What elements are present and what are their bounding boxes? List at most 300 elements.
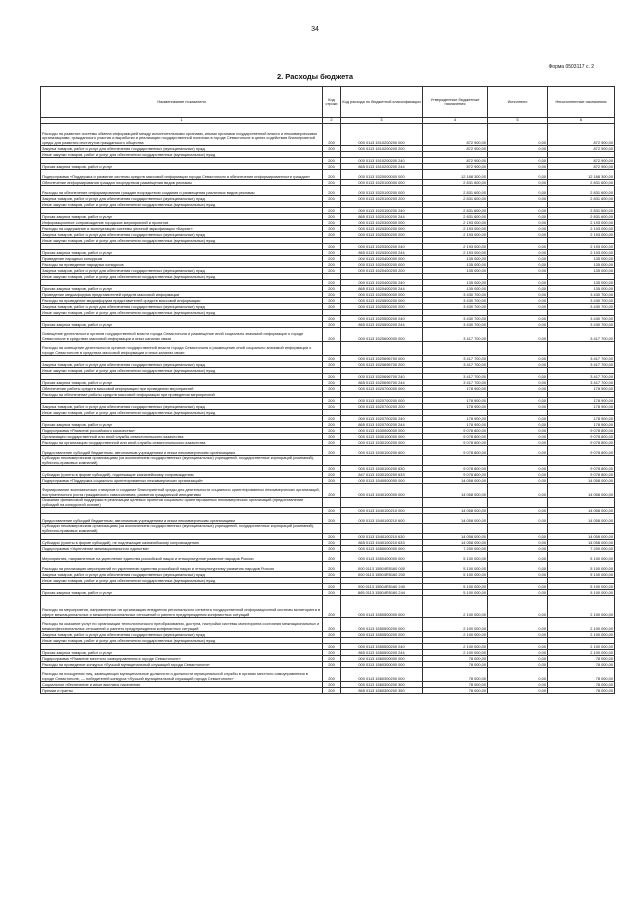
row-name: Иные закупки товаров, работ и услуг для обеспечения государственных (муниципальных) нужд: [41, 238, 323, 244]
row-executed: [488, 456, 548, 466]
row-line-code: 200: [323, 244, 341, 250]
row-approved: 872 900,00: [423, 158, 488, 164]
row-approved: 178 900,00: [423, 416, 488, 422]
row-kbk: 000 0113 1520300200 200: [341, 232, 423, 238]
row-approved: 78 000,00: [423, 656, 488, 662]
row-line-code: 200: [323, 286, 341, 292]
row-executed: 0,00: [488, 562, 548, 572]
row-name: Иные закупки товаров, работ и услуг для обеспечения государственных (муниципальных) нужд: [41, 274, 323, 280]
row-line-code: 200: [323, 540, 341, 546]
row-unexecuted: 14 058 000,00: [548, 534, 615, 540]
row-line-code: 200: [323, 668, 341, 682]
row-kbk: 000 0113 1520500200 000: [341, 298, 423, 304]
row-unexecuted: 2 100 000,00: [548, 644, 615, 650]
row-kbk: 865 0113 1520100200 244: [341, 214, 423, 220]
header-line-code: Код строки: [323, 87, 341, 118]
row-line-code: 200: [323, 434, 341, 440]
row-line-code: 200: [323, 596, 341, 618]
row-name: Проведение народных конкурсов: [41, 256, 323, 262]
row-line-code: 200: [323, 280, 341, 286]
row-unexecuted: 2 193 000,00: [548, 244, 615, 250]
row-executed: 0,00: [488, 262, 548, 268]
row-name: Расходы на проведение конкурса «Лучший муниципальный служащий города Севастополя»: [41, 662, 323, 668]
row-executed: 0,00: [488, 362, 548, 368]
row-approved: 2 193 000,00: [423, 232, 488, 238]
row-line-code: 200: [323, 328, 341, 342]
col-number: 6: [548, 118, 615, 124]
row-approved: 9 078 800,00: [423, 466, 488, 472]
row-approved: 3 417 700,00: [423, 356, 488, 362]
row-line-code: 200: [323, 386, 341, 392]
row-unexecuted: 9 078 800,00: [548, 472, 615, 478]
row-approved: 135 000,00: [423, 286, 488, 292]
row-kbk: 000 0113 1550500200 240: [341, 644, 423, 650]
row-name: Иные закупки товаров, работ и услуг для обеспечения государственных (муниципальных) нужд: [41, 152, 323, 158]
row-name: Информационное сопровождение городских мероприятий и проектов: [41, 220, 323, 226]
row-kbk: 000 0113 1520400200 200: [341, 268, 423, 274]
row-kbk: 000 0113 1520100200 200: [341, 196, 423, 202]
row-line-code: 200: [323, 170, 341, 180]
row-name: Премии и гранты: [41, 688, 323, 694]
row-approved: 872 900,00: [423, 164, 488, 170]
row-approved: [423, 524, 488, 534]
row-executed: 0,00: [488, 186, 548, 196]
budget-expenses-table: [40, 86, 615, 694]
row-approved: 3 430 700,00: [423, 298, 488, 304]
row-line-code: 200: [323, 484, 341, 498]
row-executed: 0,00: [488, 244, 548, 250]
row-name: Закупка товаров, работ и услуг для обеспечения государственных (муниципальных) нужд: [41, 232, 323, 238]
row-approved: 3 430 700,00: [423, 292, 488, 298]
row-name: Закупка товаров, работ и услуг для обеспечения государственных (муниципальных) нужд: [41, 362, 323, 368]
row-kbk: 865 0113 1520500200 244: [341, 322, 423, 328]
row-line-code: 200: [323, 416, 341, 422]
row-kbk: 865 0113 1520300200 244: [341, 250, 423, 256]
row-approved: [423, 342, 488, 356]
table-row: [41, 562, 615, 572]
row-approved: 3 417 700,00: [423, 374, 488, 380]
row-line-code: 200: [323, 374, 341, 380]
row-kbk: 000 0113 1520300200 000: [341, 226, 423, 232]
row-unexecuted: 3 430 700,00: [548, 304, 615, 310]
row-name: Подпрограмма «Укрепление межнационального единства»: [41, 546, 323, 552]
row-name: Иные закупки товаров, работ и услуг для обеспечения государственных (муниципальных) нужд: [41, 368, 323, 374]
row-kbk: 000 0113 1520100200 000: [341, 186, 423, 196]
row-unexecuted: 78 000,00: [548, 688, 615, 694]
row-kbk: 865 0113 1520700200 244: [341, 422, 423, 428]
row-unexecuted: 2 831 600,00: [548, 214, 615, 220]
row-unexecuted: [548, 342, 615, 356]
row-executed: 0,00: [488, 164, 548, 170]
row-line-code: 200: [323, 404, 341, 410]
row-approved: 78 000,00: [423, 668, 488, 682]
row-line-code: 200: [323, 268, 341, 274]
row-unexecuted: 2 100 000,00: [548, 632, 615, 638]
row-line-code: 200: [323, 398, 341, 404]
row-executed: 0,00: [488, 596, 548, 618]
row-approved: 2 831 600,00: [423, 180, 488, 186]
row-executed: 0,00: [488, 380, 548, 386]
row-kbk: 000 0113 1520500200 240: [341, 316, 423, 322]
row-approved: 9 078 800,00: [423, 472, 488, 478]
row-unexecuted: 14 058 000,00: [548, 508, 615, 514]
table-row: [41, 668, 615, 682]
table-row: [41, 618, 615, 632]
row-approved: 178 900,00: [423, 422, 488, 428]
row-executed: 0,00: [488, 434, 548, 440]
table-header-row: [41, 87, 615, 118]
row-unexecuted: 178 900,00: [548, 386, 615, 392]
row-kbk: 000 0113 1560300000 000: [341, 662, 423, 668]
row-executed: 0,00: [488, 398, 548, 404]
row-name: Расходы на содержание и эксплуатацию системы уличной звукофикации «Бархат»: [41, 226, 323, 232]
row-kbk: 000 0113 1520700200 200: [341, 404, 423, 410]
row-approved: 12 188 300,00: [423, 170, 488, 180]
table-row: [41, 688, 615, 694]
row-name: Подпрограмма «Поддержка социально ориентированных некоммерческих организаций»: [41, 478, 323, 484]
row-kbk: 000 0113 1540100210 630: [341, 534, 423, 540]
row-name: Расходы на оказание услуг по организации технологического преобразования, доступа, настройки системы мониторинга состояния межнациональных и межконфессиональных отношений и раннего предупреждения конфликтных ситуаций: [41, 618, 323, 632]
row-approved: [423, 498, 488, 508]
table-body: [41, 124, 615, 694]
row-kbk: 000 0113 1550500000 000: [341, 596, 423, 618]
row-name: Прочая закупка товаров, работ и услуг: [41, 250, 323, 256]
row-executed: [488, 342, 548, 356]
row-line-code: 200: [323, 298, 341, 304]
row-approved: 3 417 700,00: [423, 362, 488, 368]
row-kbk: 000 0113 1520100200 240: [341, 208, 423, 214]
row-name: Мероприятия, направленные на укрепление единства российской нации и этнокультурное развитие народов России: [41, 552, 323, 562]
row-executed: 0,00: [488, 268, 548, 274]
row-executed: 0,00: [488, 146, 548, 152]
row-kbk: 000 0113 1520300200 240: [341, 244, 423, 250]
row-unexecuted: 178 900,00: [548, 404, 615, 410]
row-line-code: 200: [323, 208, 341, 214]
row-line-code: 200: [323, 146, 341, 152]
row-approved: 14 058 000,00: [423, 478, 488, 484]
table-row: [41, 524, 615, 534]
col-number: 2: [323, 118, 341, 124]
row-line-code: 200: [323, 262, 341, 268]
row-line-code: 200: [323, 618, 341, 632]
row-approved: 135 000,00: [423, 268, 488, 274]
row-line-code: 200: [323, 196, 341, 202]
row-executed: 0,00: [488, 466, 548, 472]
row-unexecuted: 2 831 600,00: [548, 180, 615, 186]
row-name: Иные закупки товаров, работ и услуг для обеспечения государственных (муниципальных) нужд: [41, 310, 323, 316]
row-kbk: 865 0113 1520400200 244: [341, 286, 423, 292]
row-unexecuted: 9 078 800,00: [548, 440, 615, 446]
row-executed: 0,00: [488, 180, 548, 186]
row-line-code: 200: [323, 356, 341, 362]
row-kbk: 000 0113 1540100210 600: [341, 514, 423, 524]
row-kbk: 000 0113 1530100000 000: [341, 434, 423, 440]
row-name: Предоставление субсидий бюджетным, автономным учреждениям и иным некоммерческим организациям: [41, 514, 323, 524]
row-line-code: 200: [323, 650, 341, 656]
row-approved: 2 100 000,00: [423, 632, 488, 638]
row-executed: 0,00: [488, 682, 548, 688]
row-unexecuted: 3 430 700,00: [548, 316, 615, 322]
budget-expenses-table-container: [40, 86, 614, 694]
row-executed: 0,00: [488, 662, 548, 668]
row-approved: 78 000,00: [423, 682, 488, 688]
row-line-code: 200: [323, 180, 341, 186]
row-approved: 3 417 700,00: [423, 380, 488, 386]
row-kbk: 000 0113 1520000000 000: [341, 170, 423, 180]
row-kbk: 847 0113 1530100200 633: [341, 472, 423, 478]
row-kbk: 000 0113 1560300200 300: [341, 682, 423, 688]
table-row: [41, 456, 615, 466]
row-line-code: 200: [323, 250, 341, 256]
table-row: [41, 342, 615, 356]
row-kbk: [341, 342, 423, 356]
header-unexecuted: Неисполненные назначения: [548, 87, 615, 118]
row-kbk: 000 0113 15504R5160 000: [341, 562, 423, 572]
row-name: Прочая закупка товаров, работ и услуг: [41, 214, 323, 220]
row-executed: 0,00: [488, 304, 548, 310]
row-name: Закупка товаров, работ и услуг для обеспечения государственных (муниципальных) нужд: [41, 404, 323, 410]
row-approved: 135 000,00: [423, 256, 488, 262]
row-executed: 0,00: [488, 208, 548, 214]
table-row: [41, 186, 615, 196]
row-executed: 0,00: [488, 422, 548, 428]
table-row: [41, 484, 615, 498]
row-kbk: 865 0113 1510200200 244: [341, 164, 423, 170]
row-executed: 0,00: [488, 416, 548, 422]
row-unexecuted: 872 900,00: [548, 164, 615, 170]
row-unexecuted: 2 193 000,00: [548, 250, 615, 256]
row-unexecuted: 5 100 000,00: [548, 552, 615, 562]
row-name: Расходы на освещение деятельности органов государственной власти города Севастополя и размещение иной социально значимой информации о городе Севастополе в средствах массовой информации и иных каналах связи: [41, 342, 323, 356]
row-kbk: 865 0113 1520696700 244: [341, 380, 423, 386]
form-code: Форма 0503117 с. 2: [548, 64, 594, 70]
row-name: Расходы на обеспечение информирования граждан посредством создания и размещения различных видов рекламы: [41, 186, 323, 196]
row-unexecuted: 78 000,00: [548, 682, 615, 688]
row-name: Социальное обеспечение и иные выплаты населению: [41, 682, 323, 688]
row-approved: 2 831 600,00: [423, 214, 488, 220]
row-approved: 2 100 000,00: [423, 618, 488, 632]
row-approved: 14 058 000,00: [423, 540, 488, 546]
row-executed: 0,00: [488, 196, 548, 202]
row-name: Прочая закупка товаров, работ и услуг: [41, 650, 323, 656]
row-unexecuted: 135 000,00: [548, 256, 615, 262]
row-approved: 14 058 000,00: [423, 508, 488, 514]
row-line-code: 200: [323, 380, 341, 386]
row-line-code: 200: [323, 232, 341, 238]
row-unexecuted: 3 430 700,00: [548, 298, 615, 304]
row-line-code: 200: [323, 688, 341, 694]
header-executed: Исполнено: [488, 87, 548, 118]
row-executed: 0,00: [488, 572, 548, 578]
row-executed: [488, 524, 548, 534]
row-name: Закупка товаров, работ и услуг для обеспечения государственных (муниципальных) нужд: [41, 304, 323, 310]
row-line-code: 200: [323, 508, 341, 514]
row-line-code: 200: [323, 478, 341, 484]
row-unexecuted: 2 831 600,00: [548, 196, 615, 202]
page-number: 34: [311, 26, 319, 33]
row-line-code: 200: [323, 546, 341, 552]
row-name: Субсидии некоммерческим организациям (за исключением государственных (муниципальных) учреждений, государственных корпораций (компаний), публично-правовых компаний): [41, 524, 323, 534]
row-unexecuted: 3 417 700,00: [548, 362, 615, 368]
row-name: Обеспечение работы средств массовой информации при проведении мероприятий: [41, 386, 323, 392]
row-executed: 0,00: [488, 124, 548, 146]
row-executed: 0,00: [488, 374, 548, 380]
row-approved: 2 193 000,00: [423, 250, 488, 256]
row-name: Организация государственной или иной службы севастопольского казачества: [41, 434, 323, 440]
row-name: Расходы на поощрения лиц, замещающих муниципальные должности и должности муниципальной службы в органах местного самоуправления в городе Севастополе, — победителей конкурса «Лучший муниципальный служащий города Севастополя»: [41, 668, 323, 682]
row-kbk: 865 0113 1560300200 350: [341, 688, 423, 694]
row-kbk: 000 0113 1520300000 000: [341, 220, 423, 226]
row-name: Прочая закупка товаров, работ и услуг: [41, 590, 323, 596]
row-unexecuted: 5 100 000,00: [548, 590, 615, 596]
row-name: Закупка товаров, работ и услуг для обеспечения государственных (муниципальных) нужд: [41, 572, 323, 578]
row-name: Оказание финансовой поддержки в реализации целевых проектов социально ориентированных некоммерческих организаций (предоставление субсидий на конкурсной основе): [41, 498, 323, 508]
row-kbk: 000 0113 1520400000 000: [341, 256, 423, 262]
row-line-code: 200: [323, 466, 341, 472]
row-line-code: 200: [323, 316, 341, 322]
row-executed: 0,00: [488, 322, 548, 328]
row-unexecuted: 872 900,00: [548, 124, 615, 146]
row-name: Закупка товаров, работ и услуг для обеспечения государственных (муниципальных) нужд: [41, 632, 323, 638]
row-kbk: 000 0113 1540100210 000: [341, 508, 423, 514]
row-executed: 0,00: [488, 232, 548, 238]
row-approved: 3 430 700,00: [423, 304, 488, 310]
col-number: 4: [423, 118, 488, 124]
row-name: Прочая закупка товаров, работ и услуг: [41, 322, 323, 328]
row-name: Иные закупки товаров, работ и услуг для обеспечения государственных (муниципальных) нужд: [41, 578, 323, 584]
row-kbk: 000 0113 1510200200 240: [341, 158, 423, 164]
row-unexecuted: [548, 524, 615, 534]
row-line-code: 200: [323, 322, 341, 328]
row-unexecuted: 5 100 000,00: [548, 572, 615, 578]
row-line-code: [323, 456, 341, 466]
row-executed: 0,00: [488, 356, 548, 362]
row-unexecuted: 2 193 000,00: [548, 232, 615, 238]
row-approved: 2 100 000,00: [423, 596, 488, 618]
row-name: Подпрограмма «Развитие местного самоуправления в городе Севастополе»: [41, 656, 323, 662]
row-executed: 0,00: [488, 220, 548, 226]
table-row: [41, 124, 615, 146]
row-unexecuted: 12 188 300,00: [548, 170, 615, 180]
row-executed: 0,00: [488, 280, 548, 286]
table-row: [41, 596, 615, 618]
row-name: Расходы на проведение народных конкурсов: [41, 262, 323, 268]
row-kbk: 000 0113 15504R5160 240: [341, 584, 423, 590]
row-line-code: 200: [323, 124, 341, 146]
row-line-code: 200: [323, 656, 341, 662]
row-executed: 0,00: [488, 632, 548, 638]
row-approved: 9 078 800,00: [423, 434, 488, 440]
row-executed: 0,00: [488, 514, 548, 524]
row-executed: 0,00: [488, 650, 548, 656]
row-unexecuted: 9 078 800,00: [548, 428, 615, 434]
row-approved: 2 193 000,00: [423, 220, 488, 226]
row-unexecuted: 3 417 700,00: [548, 356, 615, 362]
table-row: [41, 328, 615, 342]
row-approved: 5 100 000,00: [423, 590, 488, 596]
row-unexecuted: 5 100 000,00: [548, 584, 615, 590]
row-executed: 0,00: [488, 478, 548, 484]
row-executed: 0,00: [488, 316, 548, 322]
row-approved: 14 058 000,00: [423, 484, 488, 498]
row-kbk: 000 0113 1550500200 000: [341, 618, 423, 632]
row-executed: 0,00: [488, 618, 548, 632]
row-unexecuted: [548, 456, 615, 466]
row-kbk: [341, 524, 423, 534]
row-kbk: 000 0113 1520700200 240: [341, 416, 423, 422]
row-kbk: 000 0113 1520500200 200: [341, 304, 423, 310]
row-name: Закупка товаров, работ и услуг для обеспечения государственных (муниципальных) нужд: [41, 196, 323, 202]
row-kbk: [341, 498, 423, 508]
row-unexecuted: 78 000,00: [548, 668, 615, 682]
row-executed: 0,00: [488, 292, 548, 298]
row-approved: 2 100 000,00: [423, 644, 488, 650]
row-kbk: 000 0113 1520700200 000: [341, 398, 423, 404]
row-name: Расходы на проведение медиафорума представителей средств массовой информации: [41, 298, 323, 304]
row-kbk: 000 0113 1520696700 240: [341, 374, 423, 380]
row-name: Предоставление субсидий бюджетным, автономным учреждениям и иным некоммерческим организациям: [41, 446, 323, 456]
row-unexecuted: 178 900,00: [548, 416, 615, 422]
row-line-code: 200: [323, 632, 341, 638]
row-unexecuted: [548, 498, 615, 508]
row-unexecuted: 3 430 700,00: [548, 322, 615, 328]
row-executed: 0,00: [488, 688, 548, 694]
row-name: Закупка товаров, работ и услуг для обеспечения государственных (муниципальных) нужд: [41, 268, 323, 274]
row-approved: 135 000,00: [423, 280, 488, 286]
row-line-code: 200: [323, 662, 341, 668]
row-unexecuted: 14 058 000,00: [548, 478, 615, 484]
row-unexecuted: 3 417 700,00: [548, 374, 615, 380]
row-executed: 0,00: [488, 256, 548, 262]
row-kbk: 000 0113 1530100200 630: [341, 466, 423, 472]
row-kbk: 000 0113 1530100200 600: [341, 446, 423, 456]
row-unexecuted: 2 193 000,00: [548, 226, 615, 232]
table-row: [41, 498, 615, 508]
row-kbk: 865 0113 15504R5160 244: [341, 590, 423, 596]
row-unexecuted: 9 078 800,00: [548, 446, 615, 456]
table-row: [41, 170, 615, 180]
row-kbk: 000 0113 1550500200 200: [341, 632, 423, 638]
row-line-code: 200: [323, 214, 341, 220]
row-approved: 872 900,00: [423, 124, 488, 146]
row-kbk: 000 0113 1520600000 000: [341, 328, 423, 342]
row-unexecuted: 7 200 000,00: [548, 546, 615, 552]
row-unexecuted: 14 058 000,00: [548, 484, 615, 498]
row-kbk: 000 0113 15504R5160 200: [341, 572, 423, 578]
row-executed: 0,00: [488, 644, 548, 650]
row-approved: 14 058 000,00: [423, 534, 488, 540]
table-row: [41, 446, 615, 456]
row-line-code: 200: [323, 562, 341, 572]
row-approved: 872 900,00: [423, 146, 488, 152]
row-unexecuted: 178 900,00: [548, 398, 615, 404]
row-unexecuted: 3 430 700,00: [548, 292, 615, 298]
row-executed: 0,00: [488, 590, 548, 596]
row-unexecuted: 135 000,00: [548, 286, 615, 292]
row-unexecuted: 2 100 000,00: [548, 596, 615, 618]
row-approved: 2 831 600,00: [423, 196, 488, 202]
row-kbk: 000 0113 1520696700 000: [341, 356, 423, 362]
row-kbk: 865 0113 1550500200 244: [341, 650, 423, 656]
row-name: Проведение медиафорума представителей средств массовой информации: [41, 292, 323, 298]
row-approved: 14 058 000,00: [423, 514, 488, 524]
row-name: Прочая закупка товаров, работ и услуг: [41, 422, 323, 428]
row-unexecuted: 872 900,00: [548, 146, 615, 152]
row-approved: 2 831 600,00: [423, 208, 488, 214]
row-unexecuted: 3 417 700,00: [548, 328, 615, 342]
header-approved: Утвержденные бюджетные назначения: [423, 87, 488, 118]
row-unexecuted: 872 900,00: [548, 158, 615, 164]
